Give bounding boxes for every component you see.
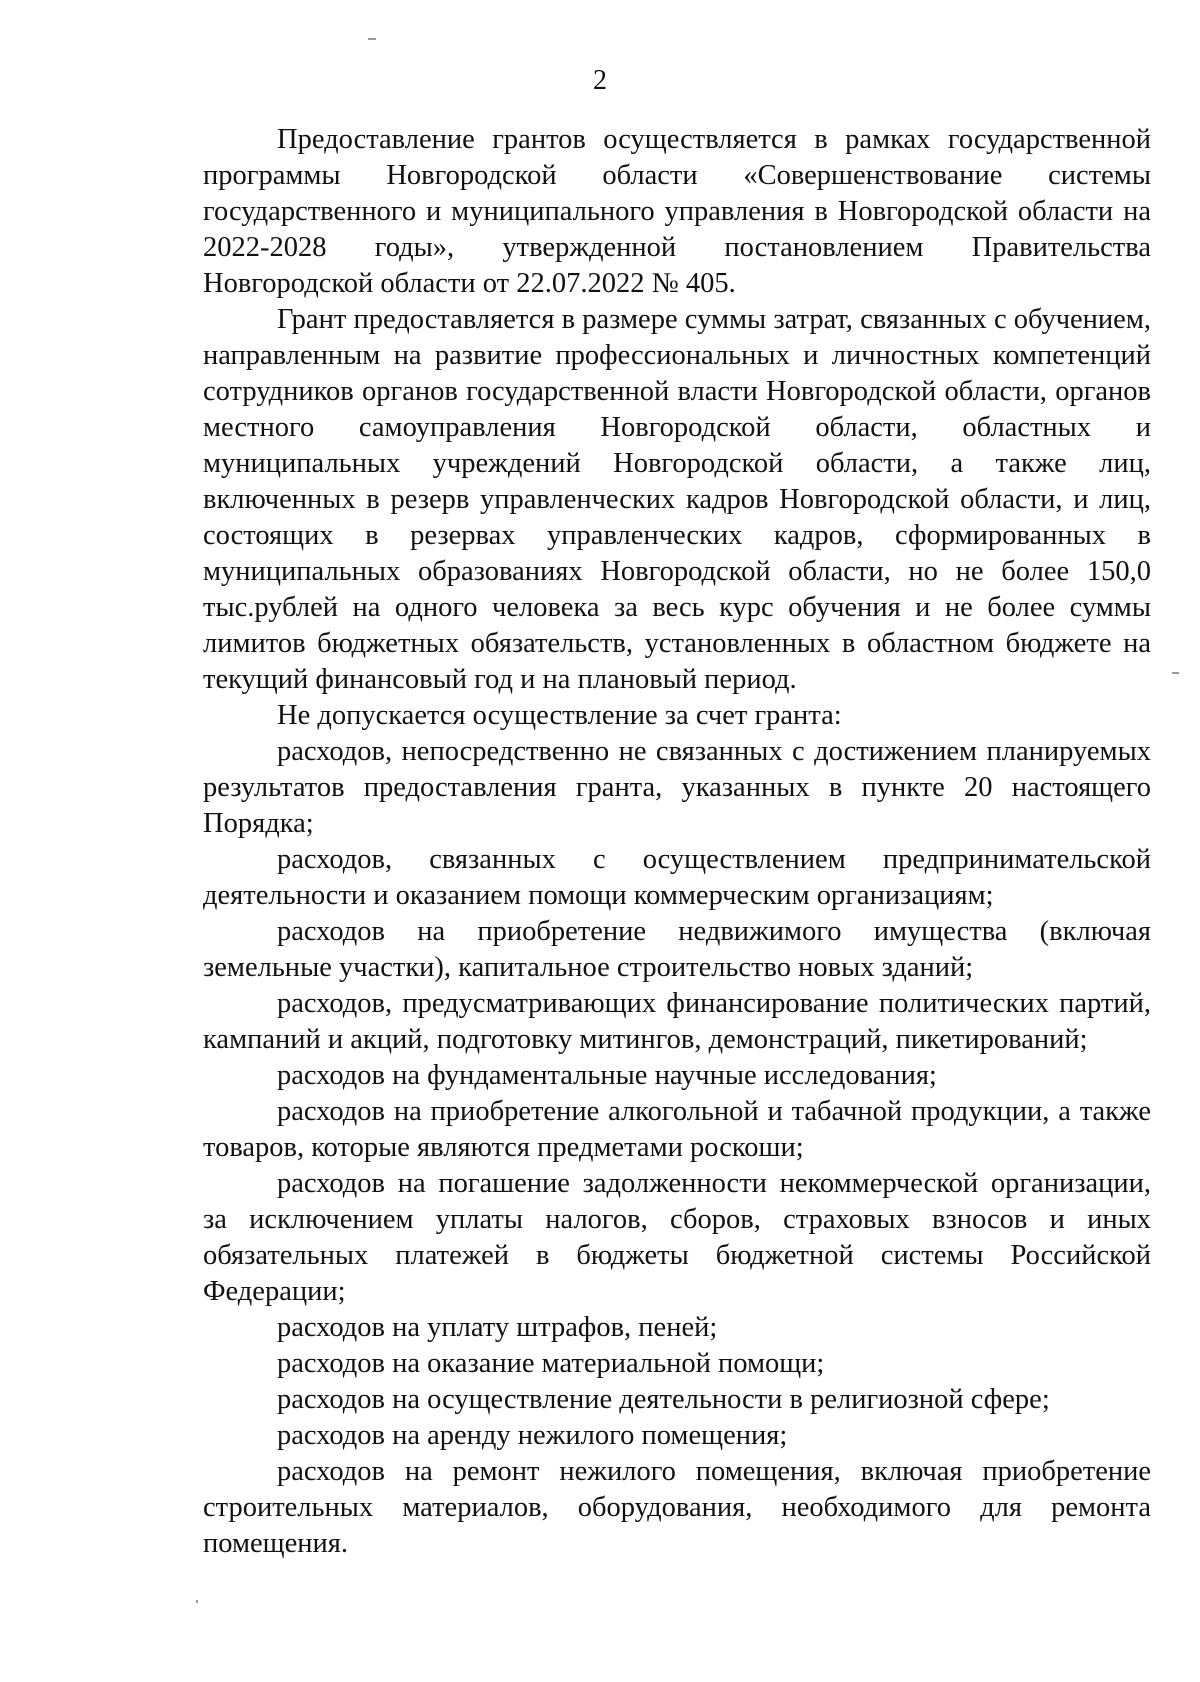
scan-speck [1172,672,1179,674]
list-item-material-aid: расходов на оказание материальной помощи; [277,1348,825,1379]
list-item-repair: расходов на ремонт нежилого помещения, включая приобретение строительных материалов, оборудования, необходимого для ремонта помещения. [203,1456,1151,1559]
list-item-research: расходов на фундаментальные научные исследования; [277,1060,937,1091]
paragraph-restrictions-intro: Не допускается осуществление за счет гранта: [277,700,842,731]
page-number: 2 [593,65,607,96]
list-item-religious: расходов на осуществление деятельности в религиозной сфере; [277,1384,1050,1415]
paragraph-program: Предоставление грантов осуществляется в рамках государственной программы Новгородской области «Совершенствование системы государственного и муниципального управления в Новгородской области на 2022-2028 годы», утвержденной постановлением Правительства Новгородской области от 22.07.2022 № 405. [203,124,1151,299]
document-body [203,122,1151,1562]
list-item-political: расходов, предусматривающих финансирование политических партий, кампаний и акций, подготовку митингов, демонстраций, пикетирований; [203,988,1151,1055]
list-item-rent: расходов на аренду нежилого помещения; [277,1420,788,1451]
list-item-business-expenses: расходов, связанных с осуществлением предпринимательской деятельности и оказанием помощи коммерческим организациям; [203,844,1151,911]
list-item-unrelated-expenses: расходов, непосредственно не связанных с достижением планируемых результатов предоставления гранта, указанных в пункте 20 настоящего Порядка; [203,736,1151,839]
scan-speck [368,38,376,40]
list-item-real-estate: расходов на приобретение недвижимого имущества (включая земельные участки), капитальное строительство новых зданий; [203,916,1151,983]
list-item-alcohol-tobacco: расходов на приобретение алкогольной и табачной продукции, а также товаров, которые являются предметами роскоши; [203,1096,1151,1163]
paragraph-grant-amount: Грант предоставляется в размере суммы затрат, связанных с обучением, направленным на развитие профессиональных и личностных компетенций сотрудников органов государственной власти Новгородской области, органов местного самоуправления Новгородской области, областных и муниципальных учреждений Новгородской области, а также лиц, включенных в резерв управленческих кадров Новгородской области, и лиц, состоящих в резервах управленческих кадров, сформированных в муниципальных образованиях Новгородской области, но не более 150,0 тыс.рублей на одного человека за весь курс обучения и не более суммы лимитов бюджетных обязательств, установленных в областном бюджете на текущий финансовый год и на плановый период. [203,304,1151,695]
list-item-fines: расходов на уплату штрафов, пеней; [277,1312,718,1343]
scan-speck [196,1600,198,1603]
list-item-debt-repayment: расходов на погашение задолженности некоммерческой организации, за исключением уплаты налогов, сборов, страховых взносов и иных обязательных платежей в бюджеты бюджетной системы Российской Федерации; [203,1168,1151,1307]
